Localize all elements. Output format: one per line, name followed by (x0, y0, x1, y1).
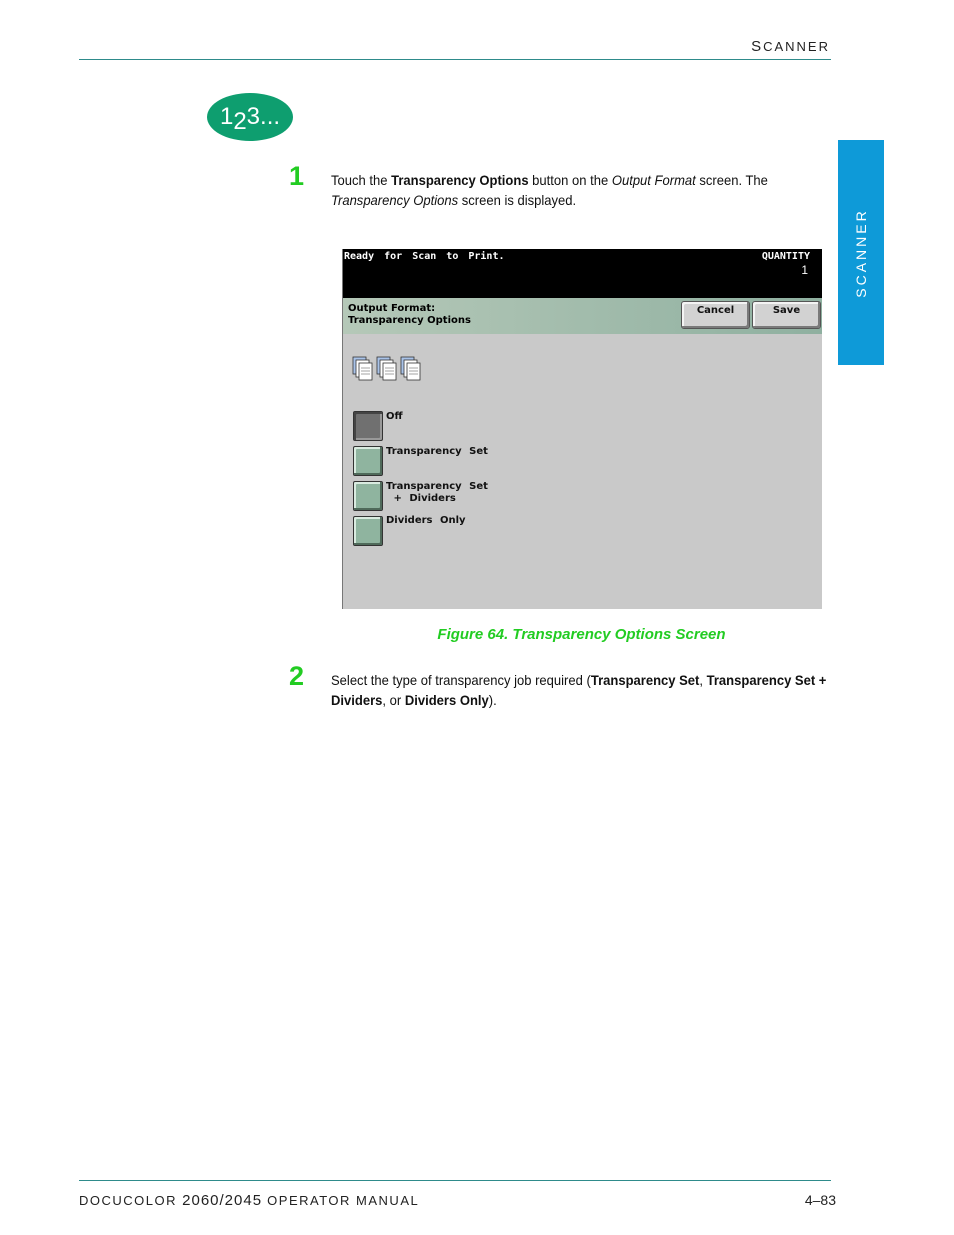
option-dividers-only-label: Dividers Only (386, 515, 466, 526)
option-transparency-set-dividers-button[interactable] (353, 481, 383, 511)
steps-badge-digit-1: 1 (219, 103, 234, 130)
step-1-text-part: Output Format (611, 172, 696, 188)
section-side-tab-label: SCANNER (853, 207, 869, 298)
steps-badge-digit-3: 3... (246, 103, 281, 130)
step-2-text-part: Dividers Only (404, 692, 489, 708)
figure-caption: Figure 64. Transparency Options Screen (437, 626, 726, 643)
transparency-options-screen (342, 249, 822, 609)
running-header-rest: CANNER (763, 39, 830, 54)
screen-title-line-1: Output Format: (348, 303, 436, 314)
running-header (751, 38, 830, 55)
step-1-instruction (331, 170, 796, 210)
footer-rule (79, 1180, 831, 1181)
status-bar (343, 249, 822, 298)
quantity-label: QUANTITY (761, 251, 810, 262)
step-2-text-part: Transparency Set (590, 672, 700, 688)
step-2-number: 2 (289, 661, 305, 691)
option-transparency-set-dividers-label: Transparency Set + Dividers (386, 481, 488, 504)
status-text: Ready for Scan to Print. (344, 251, 505, 262)
step-2-text-part: Select the type of transparency job required ( (331, 672, 591, 688)
screen-title-line-2: Transparency Options (348, 315, 471, 326)
section-side-tab (838, 140, 884, 365)
option-off-label: Off (386, 411, 403, 422)
quantity-value: 1 (801, 263, 808, 277)
option-dividers-only-button[interactable] (353, 516, 383, 546)
footer-brand: DOCUCOLOR (79, 1193, 178, 1208)
step-2-text-part: , or (382, 692, 405, 708)
option-transparency-set-button[interactable] (353, 446, 383, 476)
footer-manual-title (79, 1192, 419, 1209)
steps-badge-icon (207, 93, 293, 141)
transparency-stack-icon (352, 356, 424, 384)
option-off-button[interactable] (353, 411, 383, 441)
step-1-text-part: screen. The (695, 172, 768, 188)
page-number: 4–83 (804, 1192, 836, 1208)
running-header-initial: S (751, 38, 764, 55)
screen-title-bar (343, 298, 822, 334)
footer-manual: OPERATOR MANUAL (267, 1193, 420, 1208)
footer-model: 2060/2045 (182, 1192, 263, 1209)
cancel-button[interactable]: Cancel (681, 301, 750, 329)
step-1-text-part: Touch the (331, 172, 392, 188)
step-2-text-part: , (699, 672, 707, 688)
option-transparency-set-label: Transparency Set (386, 446, 488, 457)
step-1-number: 1 (289, 161, 305, 191)
step-1-text-part: Transparency Options (331, 192, 459, 208)
step-2-text-part: Transparency Set + Dividers (331, 672, 827, 708)
step-1-text-part: screen is displayed. (458, 192, 577, 208)
save-button[interactable]: Save (752, 301, 821, 329)
step-2-instruction (331, 670, 831, 710)
step-1-text-part: button on the (528, 172, 612, 188)
steps-badge-digit-2: 2 (233, 108, 247, 135)
step-2-text-part: ). (488, 692, 497, 708)
header-rule (79, 59, 831, 60)
step-1-text-part: Transparency Options (391, 172, 529, 188)
